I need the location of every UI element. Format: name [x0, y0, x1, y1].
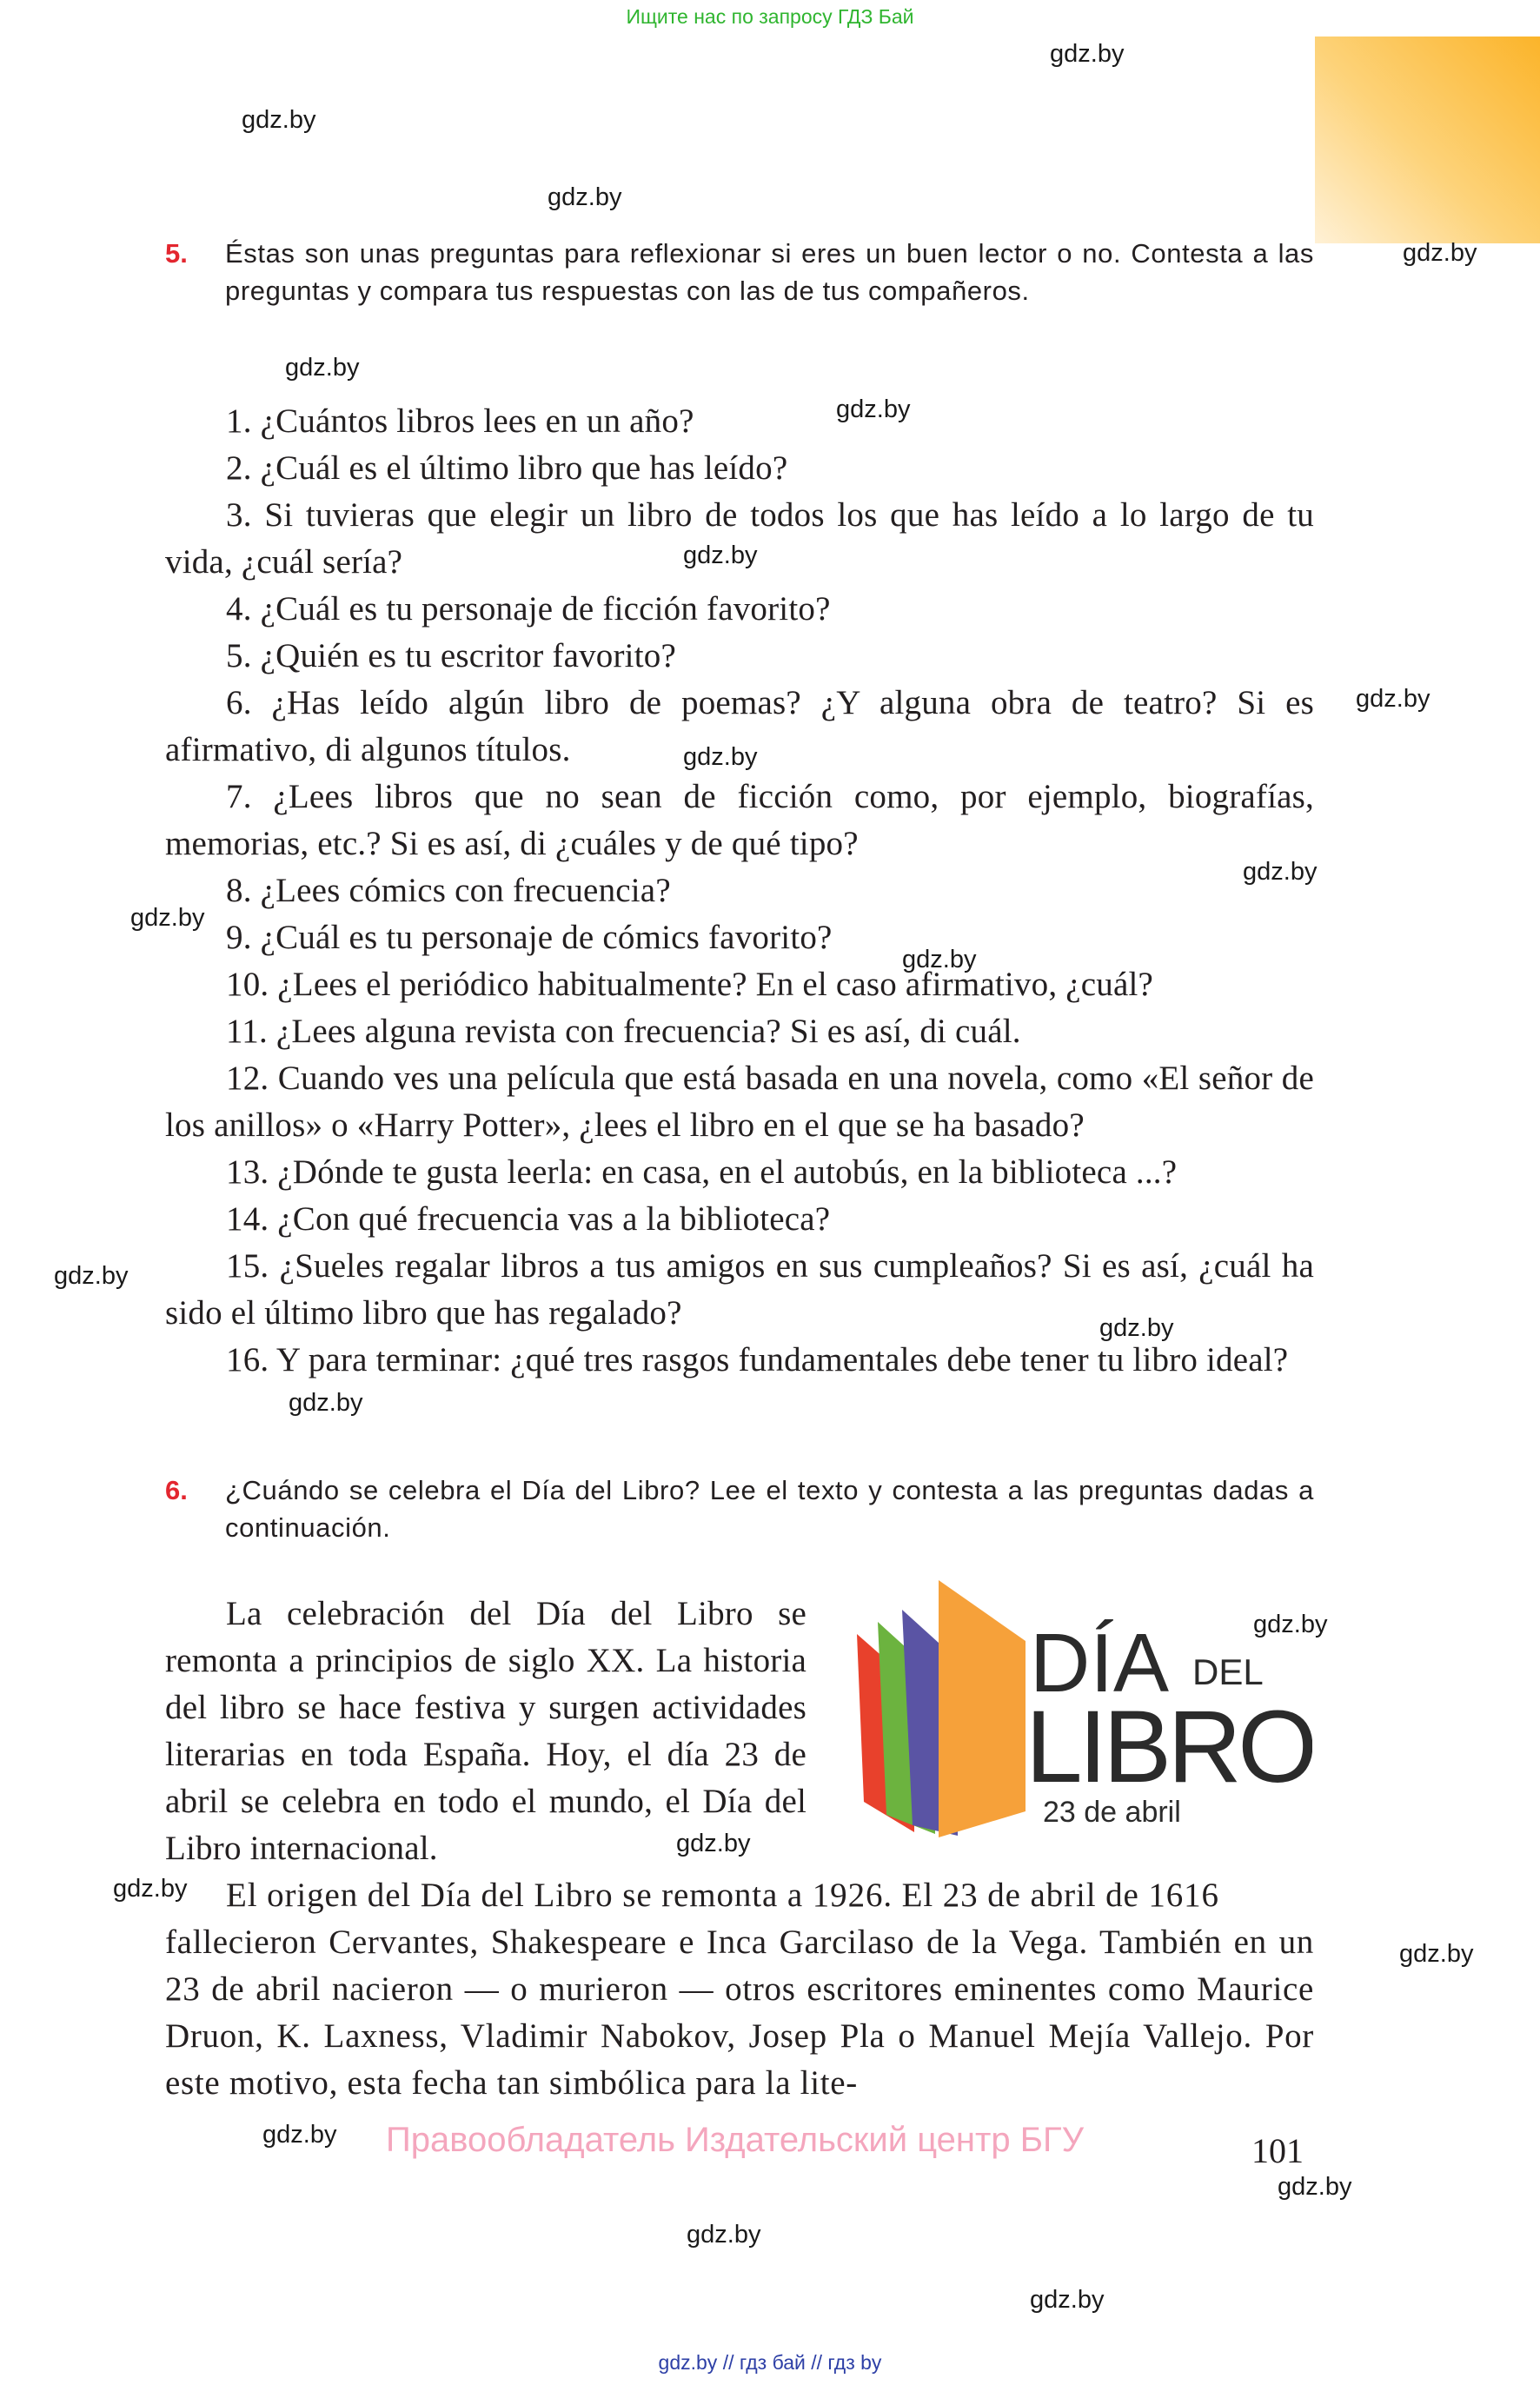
- intro-paragraph: [165, 1591, 807, 1872]
- top-banner[interactable]: Ищите нас по запросу ГДЗ Бай: [626, 5, 914, 28]
- corner-decoration: [1315, 37, 1540, 243]
- watermark: gdz.by: [687, 2221, 761, 2249]
- watermark: gdz.by: [836, 395, 911, 423]
- question: 6. ¿Has leído algún libro de poemas? ¿Y alguna obra de teatro? Si es afirmativo, di algunos títulos.: [165, 684, 1314, 768]
- paragraph-text: El origen del Día del Libro se remonta a 1926. El 23 de abril de 1616: [226, 1877, 1219, 1914]
- question: 14. ¿Con qué frecuencia vas a la biblioteca?: [226, 1200, 831, 1238]
- copyright-notice: Правообладатель Издательский центр БГУ: [386, 2121, 1085, 2159]
- task-number: 5.: [165, 238, 188, 269]
- question: 16. Y para terminar: ¿qué tres rasgos fundamentales debe tener tu libro ideal?: [226, 1341, 1289, 1379]
- watermark: gdz.by: [54, 1262, 129, 1290]
- question: 5. ¿Quién es tu escritor favorito?: [226, 637, 676, 674]
- question: 9. ¿Cuál es tu personaje de cómics favorito?: [226, 919, 833, 956]
- watermark: gdz.by: [289, 1389, 363, 1417]
- watermark: gdz.by: [902, 946, 977, 973]
- paragraph-text: La celebración del Día del Libro se remonta a principios de siglo XX. La historia del libro se hace festiva y surgen actividades literarias en toda España. Hoy, el día 23 de abril se celebra en todo el mundo, el Día del Libro internacional.: [165, 1595, 807, 1867]
- question: 12. Cuando ves una película que está basada en una novela, como «El señor de los anillos» o «Harry Potter», ¿lees el libro en el que se ha basado?: [165, 1060, 1314, 1144]
- question: 8. ¿Lees cómics con frecuencia?: [226, 872, 671, 909]
- logo-libro-text: LIBRO: [1026, 1690, 1312, 1804]
- question: 1. ¿Cuántos libros lees en un año?: [226, 402, 694, 440]
- logo-date-text: 23 de abril: [1043, 1796, 1181, 1829]
- watermark: gdz.by: [1403, 239, 1477, 267]
- dia-del-libro-logo: [852, 1580, 1312, 1837]
- watermark: gdz.by: [1356, 685, 1430, 713]
- logo-del-text: DEL: [1192, 1651, 1264, 1692]
- question: 4. ¿Cuál es tu personaje de ficción favorito?: [226, 590, 831, 628]
- task-instruction: ¿Cuándo se celebra el Día del Libro? Lee el texto y contesta a las preguntas dadas a continuación.: [225, 1475, 1314, 1543]
- watermark: gdz.by: [1243, 858, 1318, 886]
- question: 10. ¿Lees el periódico habitualmente? En el caso afirmativo, ¿cuál?: [226, 966, 1154, 1003]
- bottom-links[interactable]: gdz.by // гдз бай // гдз by: [658, 2351, 882, 2374]
- watermark: gdz.by: [683, 541, 758, 569]
- logo-dia-text: DÍA: [1030, 1617, 1170, 1710]
- watermark: gdz.by: [113, 1875, 188, 1903]
- watermark: gdz.by: [242, 106, 316, 134]
- paragraph-text: fallecieron Cervantes, Shakespeare e Inca Garcilaso de la Vega. También en un 23 de abril nacieron — o murieron — otros escritores eminentes como Maurice Druon, K. Laxness, Vladimir Nabokov, Josep Pla o Manuel Mejía Vallejo. Por este motivo, esta fecha tan simbólica para la lite-: [165, 1923, 1314, 2102]
- question: 3. Si tuvieras que elegir un libro de todos los que has leído a lo largo de tu vida, ¿cuál sería?: [165, 496, 1314, 581]
- question: 13. ¿Dónde te gusta leerla: en casa, en el autobús, en la biblioteca ...?: [226, 1153, 1178, 1191]
- question: 2. ¿Cuál es el último libro que has leído?: [226, 449, 788, 487]
- watermark: gdz.by: [1399, 1940, 1474, 1968]
- watermark: gdz.by: [548, 183, 622, 211]
- history-paragraph: [165, 1872, 1314, 2107]
- watermark: gdz.by: [130, 904, 205, 932]
- task-instruction: Éstas son unas preguntas para reflexionar si eres un buen lector o no. Contesta a las preguntas y compara tus respuestas con las de tus compañeros.: [225, 238, 1314, 306]
- question: 15. ¿Sueles regalar libros a tus amigos en sus cumpleaños? Si es así, ¿cuál ha sido el último libro que has regalado?: [165, 1247, 1314, 1332]
- watermark: gdz.by: [1050, 40, 1125, 68]
- watermark: gdz.by: [1278, 2173, 1352, 2201]
- watermark: gdz.by: [1030, 2286, 1105, 2314]
- book-pages-icon: [852, 1580, 1312, 1837]
- watermark: gdz.by: [285, 354, 360, 382]
- watermark: gdz.by: [676, 1830, 751, 1857]
- watermark: gdz.by: [683, 743, 758, 771]
- question: 7. ¿Lees libros que no sean de ficción como, por ejemplo, biografías, memorias, etc.? Si es así, di ¿cuáles y de qué tipo?: [165, 778, 1314, 862]
- page-number: 101: [1251, 2131, 1304, 2170]
- watermark: gdz.by: [262, 2121, 337, 2149]
- watermark: gdz.by: [1253, 1611, 1328, 1638]
- task-number: 6.: [165, 1475, 188, 1505]
- question-list: [165, 398, 1314, 1384]
- watermark: gdz.by: [1099, 1314, 1174, 1342]
- question: 11. ¿Lees alguna revista con frecuencia? Si es así, di cuál.: [226, 1013, 1021, 1050]
